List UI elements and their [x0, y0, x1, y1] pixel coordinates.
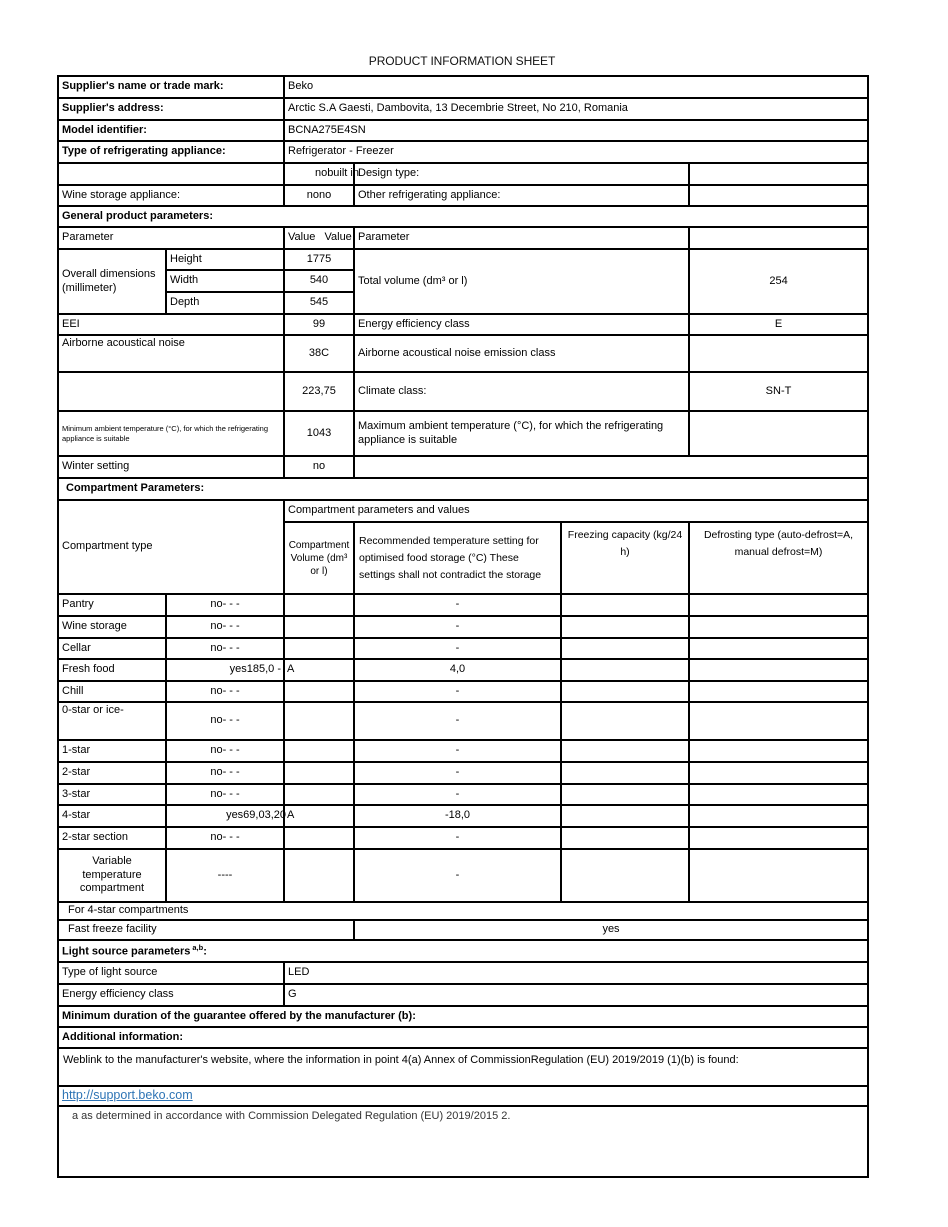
- design-type-label: Design type:: [354, 163, 689, 185]
- other-appliance-value: [689, 185, 868, 206]
- section-header-light: [58, 940, 868, 962]
- compartment-value: ----: [166, 849, 284, 902]
- eei-label: EEI: [58, 314, 284, 335]
- noise-label: Airborne acoustical noise: [58, 335, 284, 372]
- dimension-name: Height: [166, 249, 284, 270]
- compartment-freezing: [561, 827, 689, 849]
- compartment-value: no- - -: [166, 594, 284, 616]
- compartment-freezing: [561, 702, 689, 740]
- compartment-temp: -: [354, 827, 561, 849]
- product-info-table: [57, 75, 869, 1178]
- compartment-value: no- - -: [166, 681, 284, 702]
- compartment-value: no- - -: [166, 762, 284, 784]
- section-header-general: General product parameters:: [58, 206, 868, 227]
- compartment-freezing: [561, 784, 689, 805]
- param-col-header-left: Parameter: [58, 227, 284, 249]
- compartment-type: Chill: [58, 681, 166, 702]
- eei-value: 99: [284, 314, 354, 335]
- compartment-type: 2-star: [58, 762, 166, 784]
- compartment-defrost: [689, 659, 868, 681]
- light-header-colon: :: [203, 945, 207, 958]
- compartment-defrost: [689, 762, 868, 784]
- noise-class-value: [689, 335, 868, 372]
- dimension-value: 1775: [284, 249, 354, 270]
- winter-setting-label: Winter setting: [58, 456, 284, 478]
- energy-class-label: Energy efficiency class: [354, 314, 689, 335]
- weblink-text: Weblink to the manufacturer's website, where the information in point 4(a) Annex of CommissionRegulation (EU) 2019/2019 (1)(b) is found:: [58, 1048, 868, 1086]
- param-col-header-right: Parameter: [354, 227, 689, 249]
- compartment-volume: [284, 594, 354, 616]
- compartment-temp: -18,0: [354, 805, 561, 827]
- appliance-type-label: Type of refrigerating appliance:: [58, 141, 284, 163]
- compartment-type: Fresh food: [58, 659, 166, 681]
- compartment-type: Wine storage: [58, 616, 166, 638]
- compartment-type: 3-star: [58, 784, 166, 805]
- compartment-value: no- - -: [166, 702, 284, 740]
- compartment-temp: -: [354, 594, 561, 616]
- compartment-value: no- - -: [166, 784, 284, 805]
- supplier-address-label: Supplier's address:: [58, 98, 284, 120]
- param-col-header-mid: [284, 227, 354, 249]
- dimensions-label: Overall dimensions (millimeter): [58, 249, 166, 314]
- compartment-type: Pantry: [58, 594, 166, 616]
- climate-class-value: SN-T: [689, 372, 868, 411]
- max-ambient-value: [689, 411, 868, 456]
- weblink-url[interactable]: http://support.beko.com: [62, 1088, 193, 1102]
- compartment-col-header-freezing: Freezing capacity (kg/24 h): [561, 522, 689, 594]
- compartment-type: Variable temperature compartment: [58, 849, 166, 902]
- compartment-value: no- - -: [166, 638, 284, 659]
- light-header-footnote-marker: a,b: [192, 942, 204, 952]
- compartment-volume: A: [284, 659, 354, 681]
- compartment-value: [166, 805, 284, 827]
- wine-storage-appliance-value: nono: [284, 185, 354, 206]
- compartment-freezing: [561, 849, 689, 902]
- compartment-value: no- - -: [166, 740, 284, 762]
- dimension-name: Depth: [166, 292, 284, 314]
- min-ambient-label: Minimum ambient temperature (°C), for which the refrigerating appliance is suitable: [58, 411, 284, 456]
- compartment-freezing: [561, 681, 689, 702]
- wine-storage-appliance-label: Wine storage appliance:: [58, 185, 284, 206]
- compartment-type-header: Compartment type: [58, 500, 284, 594]
- value-header-text: Value Value: [288, 231, 352, 244]
- compartment-volume: [284, 638, 354, 659]
- footnote-text: a as determined in accordance with Commission Delegated Regulation (EU) 2019/2015 2.: [58, 1106, 868, 1177]
- section-header-compartments: Compartment Parameters:: [58, 478, 868, 500]
- compartment-volume: [284, 681, 354, 702]
- page-title: PRODUCT INFORMATION SHEET: [368, 54, 556, 68]
- compartment-col-header-volume: Compartment Volume (dm³ or l): [284, 522, 354, 594]
- dimension-value: 545: [284, 292, 354, 314]
- compartment-freezing: [561, 616, 689, 638]
- winter-setting-param: [354, 456, 868, 478]
- compartment-volume: [284, 702, 354, 740]
- compartment-freezing: [561, 762, 689, 784]
- total-volume-value: 254: [689, 249, 868, 314]
- compartment-type: 4-star: [58, 805, 166, 827]
- four-star-value: yes69,03,20: [226, 809, 286, 822]
- winter-setting-value: no: [284, 456, 354, 478]
- compartment-value: no- - -: [166, 827, 284, 849]
- min-ambient-value: 1043: [284, 411, 354, 456]
- fast-freeze-label: Fast freeze facility: [58, 920, 354, 940]
- type-row-value: [284, 163, 359, 185]
- built-in-value: nobuilt in: [314, 167, 359, 180]
- design-type-value: [689, 163, 868, 185]
- compartment-volume: A: [284, 805, 354, 827]
- light-header-text: Light source parameters: [62, 945, 191, 958]
- compartment-volume: [284, 762, 354, 784]
- compartment-temp: -: [354, 702, 561, 740]
- compartment-temp: -: [354, 740, 561, 762]
- compartment-type: 0-star or ice-: [58, 702, 166, 740]
- compartment-temp: 4,0: [354, 659, 561, 681]
- compartment-temp: -: [354, 784, 561, 805]
- compartment-value: no- - -: [166, 616, 284, 638]
- compartment-freezing: [561, 638, 689, 659]
- appliance-type-value: Refrigerator - Freezer: [284, 141, 868, 163]
- fast-freeze-value: yes: [354, 920, 868, 940]
- compartment-volume: [284, 740, 354, 762]
- light-energy-class-value: G: [284, 984, 868, 1006]
- type-row-label: [58, 163, 284, 185]
- guarantee-header: Minimum duration of the guarantee offered by the manufacturer (b):: [58, 1006, 868, 1027]
- compartment-defrost: [689, 740, 868, 762]
- compartment-defrost: [689, 638, 868, 659]
- other-appliance-label: Other refrigerating appliance:: [354, 185, 689, 206]
- max-ambient-label: Maximum ambient temperature (°C), for which the refrigerating appliance is suitable: [354, 411, 689, 456]
- dimension-value: 540: [284, 270, 354, 292]
- compartment-col-header-temperature: Recommended temperature setting for optimised food storage (°C) These settings shall not contradict the storage: [354, 522, 561, 594]
- compartment-defrost: [689, 702, 868, 740]
- dimension-name: Width: [166, 270, 284, 292]
- compartment-params-header: Compartment parameters and values: [284, 500, 868, 522]
- compartment-type: 2-star section: [58, 827, 166, 849]
- energy-class-value: E: [689, 314, 868, 335]
- supplier-address-value: Arctic S.A Gaesti, Dambovita, 13 Decembrie Street, No 210, Romania: [284, 98, 868, 120]
- total-volume-param: Total volume (dm³ or l): [354, 249, 689, 314]
- compartment-defrost: [689, 827, 868, 849]
- compartment-col-header-defrost: Defrosting type (auto-defrost=A, manual defrost=M): [689, 522, 868, 594]
- compartment-volume: [284, 784, 354, 805]
- compartment-freezing: [561, 740, 689, 762]
- compartment-defrost: [689, 784, 868, 805]
- model-identifier-value: BCNA275E4SN: [284, 120, 868, 141]
- compartment-volume: [284, 616, 354, 638]
- compartment-defrost: [689, 594, 868, 616]
- compartment-freezing: [561, 805, 689, 827]
- compartment-type: 1-star: [58, 740, 166, 762]
- compartment-value: yes185,0 -: [166, 659, 284, 681]
- blank-label: [58, 372, 284, 411]
- weblink-cell: [58, 1086, 868, 1106]
- compartment-temp: -: [354, 681, 561, 702]
- noise-class-label: Airborne acoustical noise emission class: [354, 335, 689, 372]
- light-type-value: LED: [284, 962, 868, 984]
- compartment-defrost: [689, 616, 868, 638]
- supplier-name-label: Supplier's name or trade mark:: [58, 76, 284, 98]
- compartment-volume: [284, 849, 354, 902]
- compartment-defrost: [689, 849, 868, 902]
- annual-energy-value: 223,75: [284, 372, 354, 411]
- supplier-name-value: Beko: [284, 76, 868, 98]
- light-energy-class-label: Energy efficiency class: [58, 984, 284, 1006]
- compartment-temp: -: [354, 638, 561, 659]
- param-col-header-last: [689, 227, 868, 249]
- compartment-freezing: [561, 659, 689, 681]
- compartment-temp: -: [354, 849, 561, 902]
- compartment-defrost: [689, 805, 868, 827]
- compartment-defrost: [689, 681, 868, 702]
- compartment-temp: -: [354, 762, 561, 784]
- noise-value: 38C: [284, 335, 354, 372]
- compartment-type: Cellar: [58, 638, 166, 659]
- light-type-label: Type of light source: [58, 962, 284, 984]
- climate-class-label: Climate class:: [354, 372, 689, 411]
- compartment-freezing: [561, 594, 689, 616]
- compartment-volume: [284, 827, 354, 849]
- for-4star-note: For 4-star compartments: [58, 902, 868, 920]
- additional-header: Additional information:: [58, 1027, 868, 1048]
- compartment-temp: -: [354, 616, 561, 638]
- model-identifier-label: Model identifier:: [58, 120, 284, 141]
